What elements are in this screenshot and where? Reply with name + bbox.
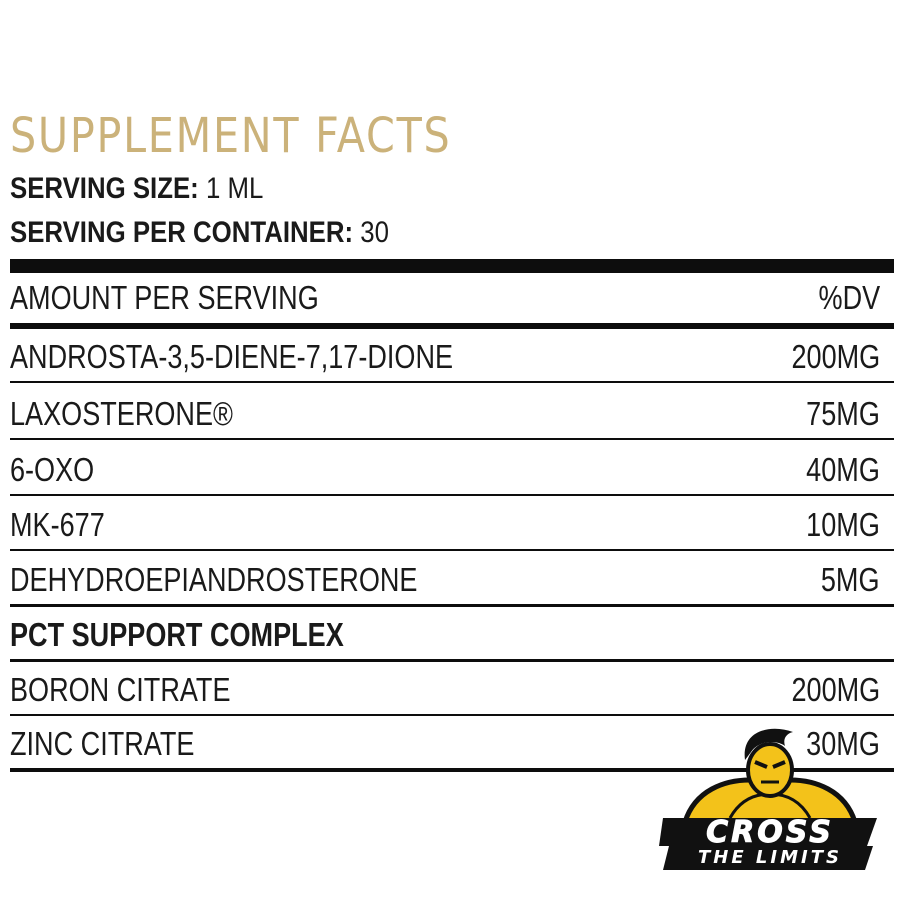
amount-per-serving-label: AMOUNT PER SERVING — [10, 279, 319, 316]
servings-per-container-value: 30 — [360, 216, 389, 249]
servings-per-container-label: SERVING PER CONTAINER: — [10, 216, 354, 249]
brand-logo — [655, 722, 885, 872]
logo-line-cross: CROSS — [706, 815, 834, 850]
serving-size-label: SERVING SIZE: — [10, 172, 199, 205]
ingredient-name: MK-677 — [10, 506, 105, 543]
table-header-row — [10, 276, 880, 320]
divider — [10, 549, 894, 551]
ingredient-amount: 40MG — [806, 451, 880, 488]
section-header-row — [10, 613, 880, 657]
thick-divider — [10, 259, 894, 273]
supplement-facts-title: SUPPLEMENT FACTS — [10, 108, 452, 164]
table-row — [10, 335, 880, 379]
ingredient-amount: 200MG — [791, 338, 880, 375]
ingredient-name: BORON CITRATE — [10, 671, 231, 708]
ingredient-amount: 10MG — [806, 506, 880, 543]
table-row — [10, 558, 880, 602]
divider — [10, 714, 894, 716]
table-row — [10, 668, 880, 712]
divider — [10, 659, 894, 662]
serving-size-value: 1 ML — [205, 172, 264, 205]
table-row — [10, 448, 880, 492]
table-row — [10, 392, 880, 436]
ingredient-amount: 200MG — [791, 671, 880, 708]
ingredient-amount: 5MG — [821, 561, 880, 598]
ingredient-name: DEHYDROEPIANDROSTERONE — [10, 561, 418, 598]
ingredient-name: 6-OXO — [10, 451, 95, 488]
ingredient-amount: 75MG — [806, 395, 880, 432]
section-name: PCT SUPPORT COMPLEX — [10, 616, 344, 653]
ingredient-amount: 30MG — [806, 725, 880, 762]
ingredient-name: ZINC CITRATE — [10, 725, 195, 762]
servings-per-container — [10, 216, 389, 250]
daily-value-label: %DV — [818, 279, 880, 316]
ingredient-name: ANDROSTA-3,5-DIENE-7,17-DIONE — [10, 338, 454, 375]
divider — [10, 438, 894, 440]
divider — [10, 494, 894, 496]
table-row — [10, 503, 880, 547]
divider — [10, 604, 894, 607]
ingredient-name: LAXOSTERONE® — [10, 395, 233, 432]
divider — [10, 323, 894, 329]
serving-size — [10, 172, 263, 206]
logo-line-the-limits: THE LIMITS — [698, 847, 842, 868]
divider — [10, 381, 894, 383]
